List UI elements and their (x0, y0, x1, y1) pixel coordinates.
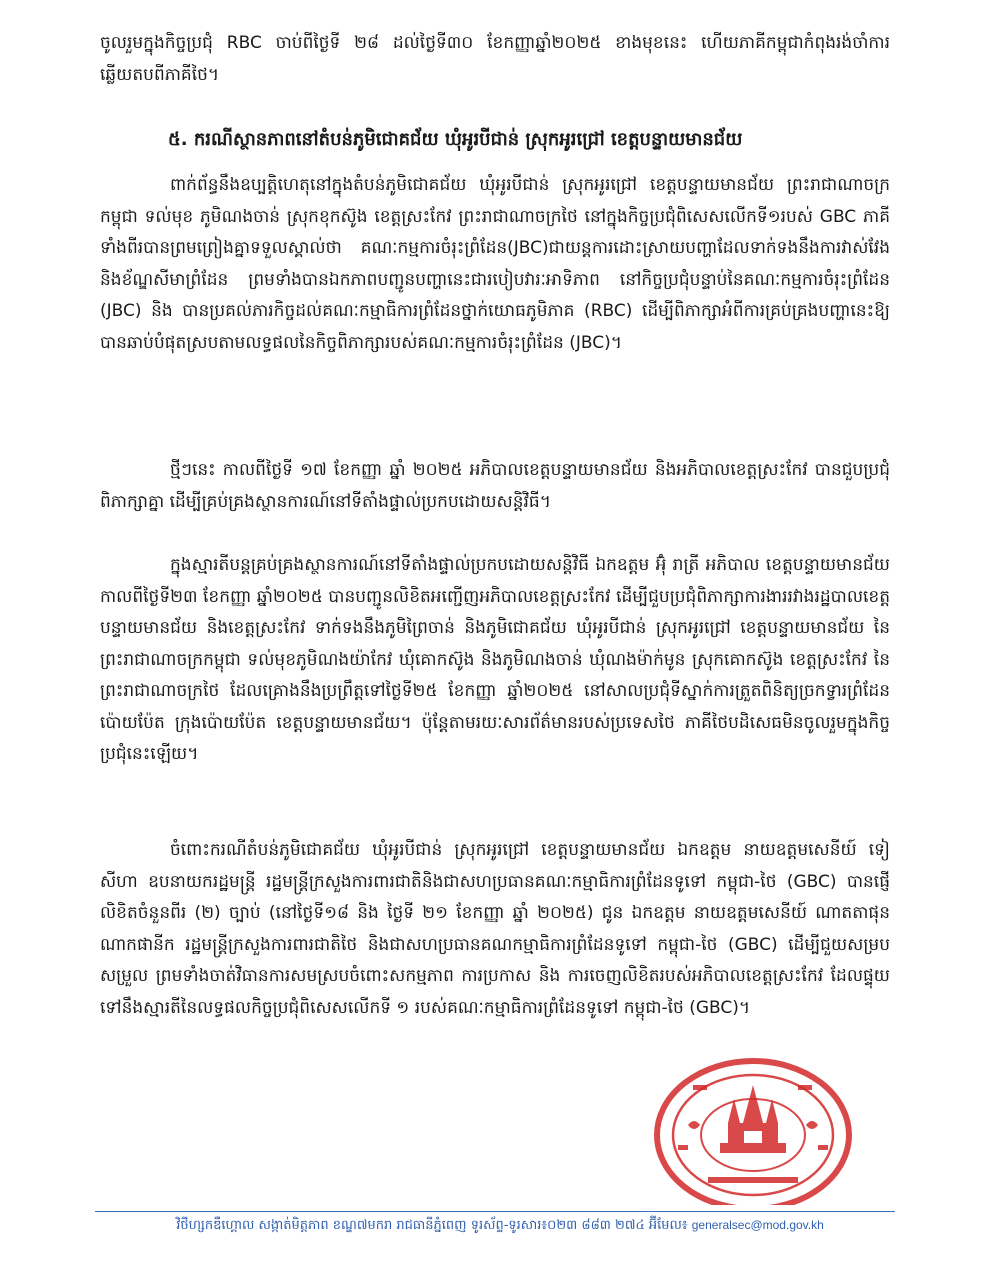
footer-email[interactable]: generalsec@mod.gov.kh (691, 1218, 824, 1232)
footer-divider (95, 1211, 895, 1212)
paragraph-governor-invitation: ក្នុងស្មារតីបន្តគ្រប់គ្រងស្ថានការណ៍នៅទីតាំងផ្ទាល់ប្រកបដោយសន្តិវិធី ឯកឧត្តម អ៊ុំ រាត្រី អភិបាល ខេត្តបន្ទាយមានជ័យ កាលពីថ្ងៃទី២៣ ខែកញ្ញា ឆ្នាំ២០២៥ បានបញ្ជូនលិខិតអញ្ជើញអភិបាលខេត្តស្រះកែវ ដើម្បីជួបប្រជុំពិភាក្សាការងាររវាងរដ្ឋបាលខេត្តបន្ទាយមានជ័យ និងខេត្តស្រះកែវ ទាក់ទងនឹងភូមិព្រៃចាន់ និងភូមិជោគជ័យ ឃុំអូរបីជាន់ ស្រុកអូរជ្រៅ ខេត្តបន្ទាយមានជ័យ នៃព្រះរាជាណាចក្រកម្ពុជា ទល់មុខភូមិណងយ៉ាកែវ ឃុំគោកស៊ូង និងភូមិណងចាន់ ឃុំណងម៉ាក់មូន ស្រុកគោកស៊ូង ខេត្តស្រះកែវ នៃព្រះរាជាណាចក្រថៃ ដែលគ្រោងនឹងប្រព្រឹត្តទៅថ្ងៃទី២៥ ខែកញ្ញា ឆ្នាំ២០២៥ នៅសាលប្រជុំទីស្នាក់ការត្រួតពិនិត្យច្រកទ្វារព្រំដែនប៉ោយប៉ែត ក្រុងប៉ោយប៉ែត ខេត្តបន្ទាយមានជ័យ។ ប៉ុន្តែតាមរយៈសារព័ត៌មានរបស់ប្រទេសថៃ ភាគីថៃបដិសេធមិនចូលរួមក្នុងកិច្ចប្រជុំនេះឡើយ។ (100, 555, 890, 764)
official-seal-icon (648, 1055, 858, 1205)
paragraph-recent-meeting: ថ្មីៗនេះ កាលពីថ្ងៃទី ១៧ ខែកញ្ញា ឆ្នាំ ២០២៥ អភិបាលខេត្តបន្ទាយមានជ័យ និងអភិបាលខេត្តស្រះកែវ បានជួបប្រជុំពិភាក្សាគ្នា ដើម្បីគ្រប់គ្រងស្ថានការណ៍នៅទីតាំងផ្ទាល់ប្រកបដោយសន្តិវិធី។ (100, 460, 890, 512)
paragraph-incident: ពាក់ព័ន្ធនឹងឧប្បត្តិហេតុនៅក្នុងតំបន់ភូមិជោគជ័យ ឃុំអូរបីជាន់ ស្រុកអូរជ្រៅ ខេត្តបន្ទាយមានជ័យ ព្រះរាជាណាចក្រកម្ពុជា ទល់មុខ ភូមិណងចាន់ ស្រុកខុកស៊ូង ខេត្តស្រះកែវ ព្រះរាជាណាចក្រថៃ នៅក្នុងកិច្ចប្រជុំពិសេសលើកទី១របស់ GBC ភាគីទាំងពីរបានព្រមព្រៀងគ្នាទទួលស្គាល់ថា គណៈកម្មការចំរុះព្រំដែន(JBC)ជាយន្តការដោះស្រាយបញ្ហាដែលទាក់ទងនឹងការវាស់វែង និងខ័ណ្ឌសីមាព្រំដែន ព្រមទាំងបានឯកភាពបញ្ជូនបញ្ហានេះជារបៀបវារៈអាទិភាព នៅកិច្ចប្រជុំបន្ទាប់នៃគណៈកម្មការចំរុះព្រំដែន (JBC) និង បានប្រគល់ភារកិច្ចដល់គណៈកម្មាធិការព្រំដែនថ្នាក់យោធភូមិភាគ (RBC) ដើម្បីពិភាក្សាអំពីការគ្រប់គ្រងបញ្ហានេះឱ្យបានឆាប់បំផុតស្របតាមលទ្ធផលនៃកិច្ចពិភាក្សារបស់គណៈកម្មការចំរុះព្រំដែន (JBC)។ (100, 175, 890, 353)
paragraph-gbc-letters: ចំពោះករណីតំបន់ភូមិជោគជ័យ ឃុំអូរបីជាន់ ស្រុកអូរជ្រៅ ខេត្តបន្ទាយមានជ័យ ឯកឧត្តម នាយឧត្តមសេនីយ៍ ទៀ សីហា ឧបនាយករដ្ឋមន្ត្រី រដ្ឋមន្ត្រីក្រសួងការពារជាតិនិងជាសហប្រធានគណៈកម្មាធិការព្រំដែនទូទៅ កម្ពុជា-ថៃ (GBC) បានផ្ញើលិខិតចំនួនពីរ (២) ច្បាប់ (នៅថ្ងៃទី១៨ និង ថ្ងៃទី ២១ ខែកញ្ញា ឆ្នាំ ២០២៥) ជូន ឯកឧត្តម នាយឧត្តមសេនីយ៍ ណាតតាផុន ណាកផានីក រដ្ឋមន្ត្រីក្រសួងការពារជាតិថៃ និងជាសហប្រធានគណកម្មាធិការព្រំដែនទូទៅ កម្ពុជា-ថៃ (GBC) ដើម្បីជួយសម្របសម្រួល ព្រមទាំងចាត់វិធានការសមស្របចំពោះសកម្មភាព ការប្រកាស និង ការចេញលិខិតរបស់អភិបាលខេត្តស្រះកែវ ដែលផ្ទុយទៅនឹងស្មារតីនៃលទ្ធផលកិច្ចប្រជុំពិសេសលើកទី ១ របស់គណៈកម្មាធិការព្រំដែនទូទៅ កម្ពុជា-ថៃ (GBC)។ (100, 840, 890, 1018)
paragraph-intro: ចូលរួមក្នុងកិច្ចប្រជុំ RBC ចាប់ពីថ្ងៃទី ២៨ ដល់ថ្ងៃទី៣០ ខែកញ្ញាឆ្នាំ២០២៥ ខាងមុខនេះ ហើយភាគីកម្ពុជាកំពុងរង់ចាំការឆ្លើយតបពីភាគីថៃ។ (100, 33, 890, 85)
footer-contact (100, 1213, 900, 1238)
footer-address: វិថីហ្សកឌឺហ្គោល សង្កាត់មិត្តភាព ខណ្ឌ៧មករា រាជធានីភ្នំពេញ ទូរស័ព្ទ-ទូរសារ៖០២៣ ៨៨៣ ២៧៤ អ៊ីមែល៖ (176, 1218, 688, 1233)
section-heading: ៥. ករណីស្ថានភាពនៅតំបន់ភូមិជោគជ័យ ឃុំអូរបីជាន់ ស្រុកអូរជ្រៅ ខេត្តបន្ទាយមានជ័យ (168, 129, 743, 150)
